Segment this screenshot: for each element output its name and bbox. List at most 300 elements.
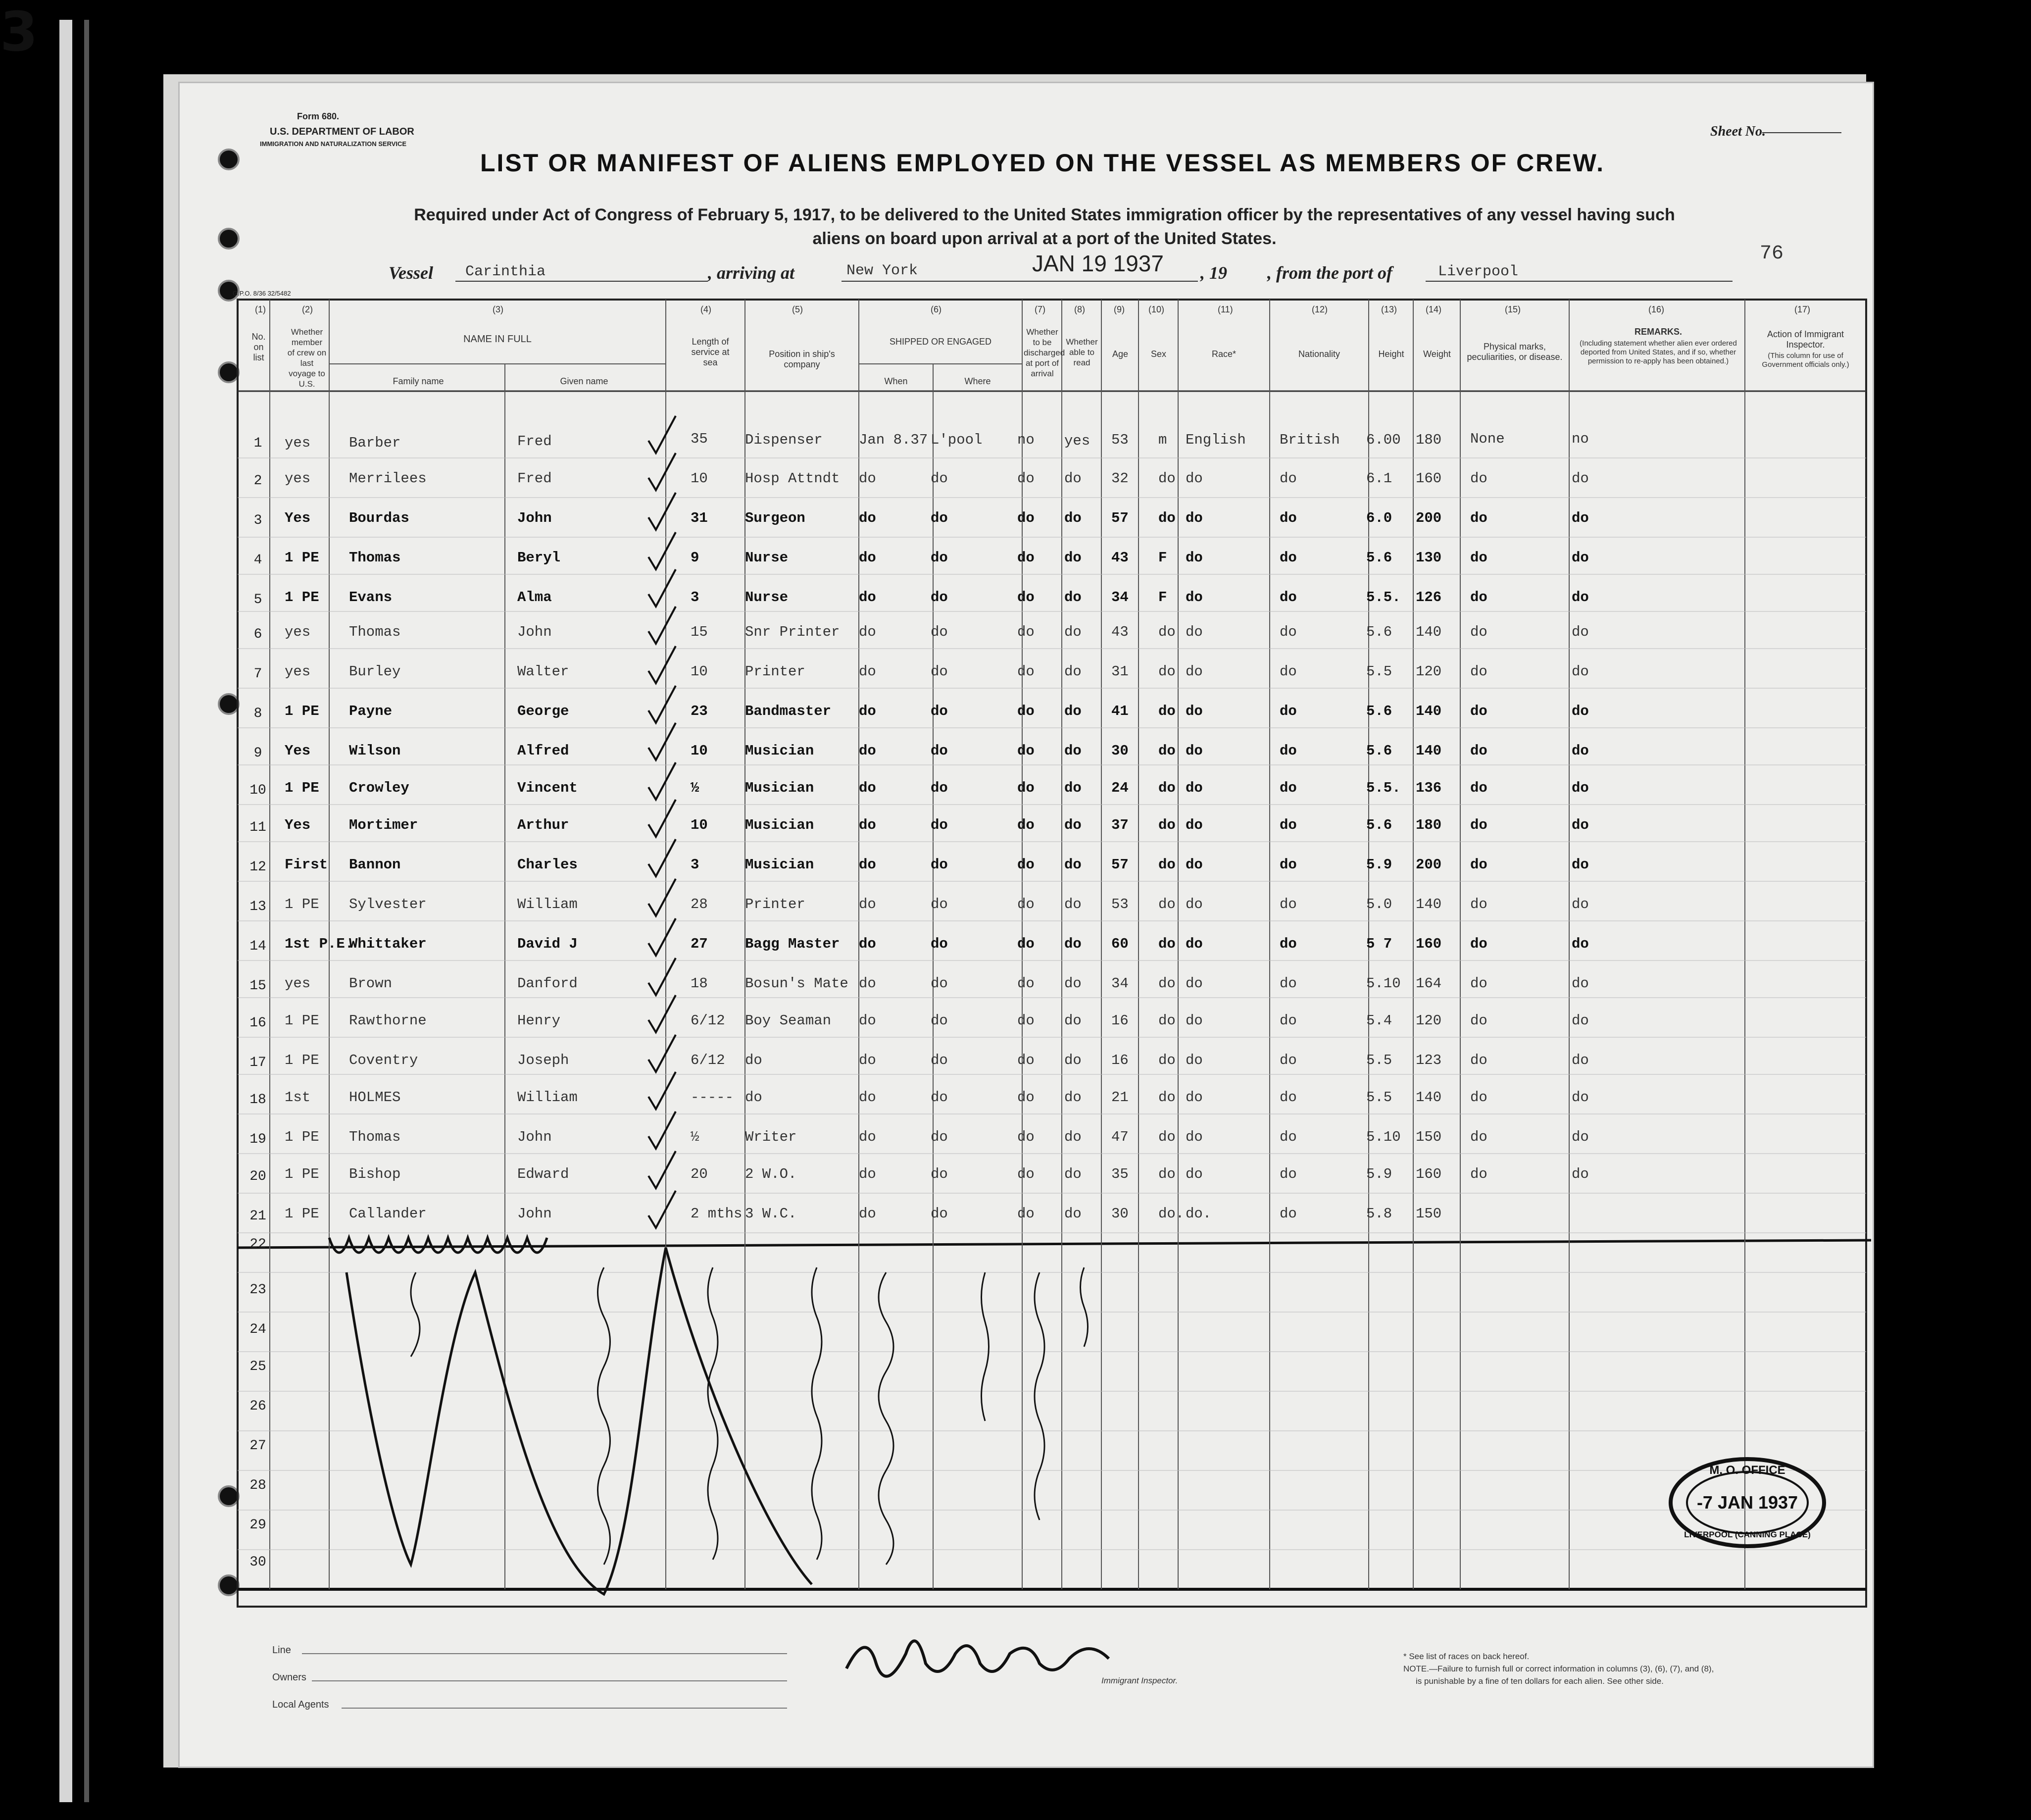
cell-discharge: do [1017, 817, 1035, 833]
row-number: 18 [249, 1092, 266, 1108]
cell-when: do [859, 975, 876, 992]
cell-last-voyage: yes [285, 663, 311, 680]
cell-where: do [931, 624, 948, 640]
cell-last-voyage: 1st P.E. [285, 936, 354, 952]
cell-discharge: do [1017, 663, 1035, 680]
cell-sex: do [1158, 857, 1176, 873]
cell-sex: do [1158, 936, 1176, 952]
cell-given-name: John [517, 1206, 552, 1222]
cell-when: do [859, 857, 876, 873]
cell-nationality: do [1280, 975, 1297, 992]
cell-sex: do [1158, 1052, 1176, 1068]
cell-marks: do [1470, 817, 1487, 833]
row-number: 10 [249, 783, 266, 798]
cell-weight: 123 [1416, 1052, 1442, 1068]
cell-when: do [859, 510, 876, 526]
col-header-action-note: (This column for use of Government officials only.) [1762, 352, 1849, 369]
cell-height: 5.5 [1366, 663, 1392, 680]
col-header-height: Height [1378, 349, 1404, 359]
cell-where: do [931, 857, 948, 873]
row-number: 30 [249, 1555, 266, 1570]
cell-read: do [1064, 1206, 1082, 1222]
cell-given-name: George [517, 703, 569, 719]
cell-age: 24 [1111, 780, 1129, 796]
cell-age: 53 [1111, 896, 1129, 912]
cell-remarks: do [1572, 1166, 1589, 1182]
col-header-remarks-note: (Including statement whether alien ever ordered deported from United States, and if so, whether permission to re-apply has been obtained.) [1580, 339, 1737, 365]
col-header-physical-marks: Physical marks, peculiarities, or disease. [1467, 342, 1563, 362]
cell-family-name: Sylvester [349, 896, 427, 912]
cell-remarks: do [1572, 1052, 1589, 1068]
owners-label: Owners [272, 1672, 306, 1683]
cell-nationality: do [1280, 589, 1297, 606]
cell-height: 5 7 [1366, 936, 1392, 952]
row-number: 8 [253, 706, 262, 721]
cell-age: 30 [1111, 743, 1129, 759]
cell-last-voyage: 1st [285, 1089, 311, 1106]
cell-discharge: do [1017, 589, 1035, 606]
cell-race: do [1186, 896, 1203, 912]
cell-length: 10 [691, 817, 708, 833]
cell-weight: 130 [1416, 550, 1442, 566]
subtitle-line-1: Required under Act of Congress of February 5, 1917, to be delivered to the United States immigration officer by the representatives of any vessel having such [414, 205, 1675, 224]
service-name: IMMIGRATION AND NATURALIZATION SERVICE [260, 140, 407, 148]
cell-read: do [1064, 663, 1082, 680]
cell-position: Musician [745, 743, 814, 759]
cell-marks: do [1470, 1166, 1487, 1182]
cell-race: do [1186, 624, 1203, 640]
cell-age: 16 [1111, 1012, 1129, 1029]
cell-last-voyage: 1 PE [285, 703, 319, 719]
department-name: U.S. DEPARTMENT OF LABOR [270, 126, 414, 137]
col-header-length: Length of service at sea [691, 337, 730, 367]
row-number: 12 [249, 859, 266, 875]
cell-discharge: do [1017, 1129, 1035, 1145]
cell-length: 31 [691, 510, 708, 526]
cell-when: do [859, 743, 876, 759]
row-number: 17 [249, 1055, 266, 1070]
col-header-given-name: Given name [560, 376, 608, 386]
cell-given-name: John [517, 510, 552, 526]
col-header-when: When [884, 376, 908, 386]
col-header-position: Position in ship's company [769, 349, 835, 369]
cell-given-name: Danford [517, 975, 578, 992]
cell-discharge: do [1017, 1206, 1035, 1222]
cell-weight: 200 [1416, 857, 1442, 873]
cell-race: do [1186, 857, 1203, 873]
cell-sex: do. [1158, 1206, 1185, 1222]
print-code: G.P.O. 8/36 32/5482 [233, 290, 291, 297]
cell-last-voyage: yes [285, 624, 311, 640]
cell-sex: do [1158, 663, 1176, 680]
cell-race: do [1186, 1012, 1203, 1029]
cell-race: do [1186, 703, 1203, 719]
cell-age: 57 [1111, 510, 1129, 526]
cell-given-name: Charles [517, 857, 578, 873]
cell-read: do [1064, 780, 1082, 796]
cell-last-voyage: 1 PE [285, 1206, 319, 1222]
cell-sex: do [1158, 1012, 1176, 1029]
cell-marks: do [1470, 1052, 1487, 1068]
cell-height: 6.00 [1366, 432, 1401, 448]
cell-weight: 120 [1416, 1012, 1442, 1029]
cell-sex: do [1158, 1089, 1176, 1106]
cell-race: do [1186, 1166, 1203, 1182]
cell-read: do [1064, 1129, 1082, 1145]
row-number: 7 [253, 666, 262, 682]
cell-given-name: William [517, 896, 578, 912]
cell-marks: do [1470, 743, 1487, 759]
cell-height: 5.0 [1366, 896, 1392, 912]
cell-when: do [859, 817, 876, 833]
cell-length: 35 [691, 431, 708, 447]
cell-family-name: Thomas [349, 550, 401, 566]
cell-height: 5.10 [1366, 975, 1401, 992]
row-number: 15 [249, 978, 266, 994]
cell-weight: 180 [1416, 817, 1442, 833]
col-header-last-voyage: Whether member of crew on last voyage to U.S. [287, 327, 327, 389]
cell-family-name: Barber [349, 435, 401, 451]
col-header-sex: Sex [1150, 349, 1167, 359]
cell-nationality: do [1280, 896, 1297, 912]
cell-last-voyage: 1 PE [285, 550, 319, 566]
cell-family-name: Bishop [349, 1166, 401, 1182]
cell-marks: do [1470, 896, 1487, 912]
col-num-15: (15) [1505, 304, 1521, 314]
cell-read: do [1064, 1166, 1082, 1182]
cell-weight: 180 [1416, 432, 1442, 448]
vessel-label: Vessel [389, 263, 433, 283]
cell-given-name: Arthur [517, 817, 569, 833]
cell-family-name: Burley [349, 663, 401, 680]
cell-nationality: do [1280, 743, 1297, 759]
cell-when: do [859, 1012, 876, 1029]
cell-length: 27 [691, 936, 708, 952]
cell-length: ½ [691, 1129, 699, 1145]
cell-given-name: Beryl [517, 550, 561, 566]
cell-remarks: do [1572, 663, 1589, 680]
cell-length: 9 [691, 550, 699, 566]
stamp-date: -7 JAN 1937 [1696, 1492, 1798, 1513]
cell-when: do [859, 589, 876, 606]
from-port-label: , from the port of [1267, 263, 1393, 283]
cell-when: do [859, 1166, 876, 1182]
cell-last-voyage: Yes [285, 817, 311, 833]
cell-weight: 200 [1416, 510, 1442, 526]
cell-marks: do [1470, 780, 1487, 796]
col-header-nationality: Nationality [1298, 349, 1340, 359]
cell-where: L'pool [931, 432, 983, 448]
cell-height: 5.5. [1366, 589, 1401, 606]
vessel-name: Carinthia [465, 263, 546, 280]
cell-given-name: John [517, 624, 552, 640]
cell-remarks: do [1572, 780, 1589, 796]
cell-height: 5.5 [1366, 1052, 1392, 1068]
cell-age: 60 [1111, 936, 1129, 952]
cell-where: do [931, 817, 948, 833]
cell-race: do [1186, 589, 1203, 606]
cell-weight: 164 [1416, 975, 1442, 992]
col-num-1: (1) [255, 304, 266, 314]
cell-length: 28 [691, 896, 708, 912]
cell-discharge: do [1017, 1012, 1035, 1029]
row-number: 23 [249, 1282, 266, 1298]
cell-remarks: do [1572, 550, 1589, 566]
penalty-note-1: NOTE.—Failure to furnish full or correct information in columns (3), (6), (7), and (8), [1403, 1664, 1714, 1673]
cell-nationality: do [1280, 817, 1297, 833]
cell-position: Boy Seaman [745, 1012, 832, 1029]
cell-marks: do [1470, 1012, 1487, 1029]
cell-height: 5.6 [1366, 817, 1392, 833]
cell-read: do [1064, 1089, 1082, 1106]
cell-remarks: do [1572, 1012, 1589, 1029]
col-header-family-name: Family name [393, 376, 444, 386]
row-number: 11 [249, 820, 266, 835]
cell-given-name: Fred [517, 470, 552, 487]
cell-position: Printer [745, 663, 805, 680]
col-num-7: (7) [1035, 304, 1045, 314]
races-note: * See list of races on back hereof. [1403, 1652, 1530, 1661]
cell-discharge: do [1017, 896, 1035, 912]
row-number: 13 [249, 899, 266, 914]
page-number: 76 [1760, 243, 1784, 265]
row-number: 14 [249, 939, 266, 954]
cell-when: Jan 8.37 [859, 432, 928, 448]
cell-position: 3 W.C. [745, 1206, 797, 1222]
cell-sex: do [1158, 817, 1176, 833]
cell-given-name: William [517, 1089, 578, 1106]
cell-remarks: do [1572, 589, 1589, 606]
col-num-3: (3) [493, 304, 503, 314]
cell-marks: do [1470, 857, 1487, 873]
cell-weight: 140 [1416, 1089, 1442, 1106]
cell-where: do [931, 896, 948, 912]
cell-family-name: Thomas [349, 624, 401, 640]
cell-length: 10 [691, 663, 708, 680]
cell-family-name: Brown [349, 975, 393, 992]
cell-age: 31 [1111, 663, 1129, 680]
cell-given-name: Alfred [517, 743, 569, 759]
cell-marks: do [1470, 510, 1487, 526]
cell-discharge: do [1017, 857, 1035, 873]
cell-nationality: do [1280, 703, 1297, 719]
cell-where: do [931, 470, 948, 487]
cell-weight: 140 [1416, 743, 1442, 759]
cell-position: Hosp Attndt [745, 470, 840, 487]
cell-family-name: Evans [349, 589, 393, 606]
arrival-date-stamp: JAN 19 1937 [1032, 251, 1164, 276]
cell-weight: 120 [1416, 663, 1442, 680]
row-number: 25 [249, 1359, 266, 1374]
cell-height: 5.6 [1366, 624, 1392, 640]
cell-height: 5.8 [1366, 1206, 1392, 1222]
cell-read: do [1064, 857, 1082, 873]
cell-given-name: Fred [517, 433, 552, 450]
cell-position: Nurse [745, 550, 789, 566]
col-num-10: (10) [1148, 304, 1165, 314]
col-header-read: Whether able to read [1066, 337, 1098, 367]
subtitle-line-2: aliens on board upon arrival at a port of the United States. [812, 229, 1277, 248]
cell-family-name: Coventry [349, 1052, 418, 1068]
cell-discharge: do [1017, 780, 1035, 796]
row-number: 9 [253, 746, 262, 761]
cell-when: do [859, 936, 876, 952]
cell-discharge: do [1017, 703, 1035, 719]
inspector-label: Immigrant Inspector. [1101, 1676, 1178, 1685]
cell-last-voyage: Yes [285, 743, 311, 759]
cell-height: 5.6 [1366, 703, 1392, 719]
cell-nationality: do [1280, 624, 1297, 640]
cell-read: do [1064, 589, 1082, 606]
cell-length: 2 mths [691, 1206, 743, 1222]
cell-weight: 160 [1416, 936, 1442, 952]
cell-sex: do [1158, 1166, 1176, 1182]
cell-race: do [1186, 743, 1203, 759]
cell-age: 47 [1111, 1129, 1129, 1145]
cell-read: do [1064, 896, 1082, 912]
row-number: 21 [249, 1209, 266, 1224]
cell-given-name: John [517, 1129, 552, 1145]
cell-race: do [1186, 510, 1203, 526]
cell-position: Musician [745, 780, 814, 796]
cell-race: do [1186, 975, 1203, 992]
row-number: 28 [249, 1478, 266, 1493]
cell-nationality: do [1280, 1206, 1297, 1222]
cell-family-name: Crowley [349, 780, 409, 796]
cell-where: do [931, 780, 948, 796]
cell-race: do [1186, 817, 1203, 833]
cell-remarks: do [1572, 817, 1589, 833]
cell-family-name: Bannon [349, 857, 401, 873]
cell-weight: 140 [1416, 896, 1442, 912]
row-number: 27 [249, 1438, 266, 1454]
cell-last-voyage: yes [285, 435, 311, 451]
cell-length: 15 [691, 624, 708, 640]
cell-last-voyage: yes [285, 975, 311, 992]
cell-remarks: do [1572, 1129, 1589, 1145]
col-header-where: Where [964, 376, 991, 386]
cell-height: 5.9 [1366, 857, 1392, 873]
cell-weight: 160 [1416, 470, 1442, 487]
cell-given-name: Edward [517, 1166, 569, 1182]
cell-given-name: Vincent [517, 780, 578, 796]
cell-length: 23 [691, 703, 708, 719]
cell-family-name: Bourdas [349, 510, 409, 526]
cell-weight: 150 [1416, 1129, 1442, 1145]
cell-length: 10 [691, 743, 708, 759]
cell-marks: do [1470, 703, 1487, 719]
cell-remarks: do [1572, 936, 1589, 952]
cell-last-voyage: 1 PE [285, 589, 319, 606]
cell-length: ½ [691, 780, 699, 796]
col-num-17: (17) [1794, 304, 1811, 314]
cell-marks: do [1470, 1089, 1487, 1106]
cell-race: do [1186, 780, 1203, 796]
col-header-shipped: SHIPPED OR ENGAGED [889, 337, 992, 347]
col-num-4: (4) [700, 304, 711, 314]
cell-race: do [1186, 936, 1203, 952]
cell-where: do [931, 1166, 948, 1182]
cell-discharge: do [1017, 975, 1035, 992]
cell-where: do [931, 975, 948, 992]
cell-sex: do [1158, 624, 1176, 640]
col-header-action: Action of Immigrant Inspector. [1767, 329, 1844, 350]
cell-length: 18 [691, 975, 708, 992]
cell-height: 5.9 [1366, 1166, 1392, 1182]
cell-discharge: do [1017, 1089, 1035, 1106]
cell-where: do [931, 550, 948, 566]
cell-marks: do [1470, 589, 1487, 606]
cell-position: Writer [745, 1129, 797, 1145]
stamp-location: LIVERPOOL (CANNING PLACE) [1684, 1530, 1811, 1539]
cell-nationality: do [1280, 780, 1297, 796]
cell-length: 6/12 [691, 1012, 725, 1029]
cell-last-voyage: 1 PE [285, 1166, 319, 1182]
cell-family-name: Rawthorne [349, 1012, 427, 1029]
cell-read: do [1064, 550, 1082, 566]
cell-read: yes [1064, 433, 1090, 449]
cell-last-voyage: 1 PE [285, 1129, 319, 1145]
col-header-age: Age [1112, 349, 1129, 359]
cell-given-name: Joseph [517, 1052, 569, 1068]
cell-race: do. [1186, 1206, 1212, 1222]
cell-age: 43 [1111, 550, 1129, 566]
cell-discharge: do [1017, 510, 1035, 526]
cell-marks: do [1470, 663, 1487, 680]
cell-race: do [1186, 663, 1203, 680]
cell-age: 43 [1111, 624, 1129, 640]
row-number: 19 [249, 1132, 266, 1147]
col-header-race: Race* [1211, 349, 1237, 359]
cell-remarks: do [1572, 703, 1589, 719]
cell-height: 5.10 [1366, 1129, 1401, 1145]
row-number: 16 [249, 1015, 266, 1031]
cell-position: Nurse [745, 589, 789, 606]
cell-given-name: Henry [517, 1012, 561, 1029]
arrival-port: New York [846, 262, 918, 279]
cell-read: do [1064, 703, 1082, 719]
cell-age: 16 [1111, 1052, 1129, 1068]
row-number: 22 [249, 1237, 266, 1252]
cell-weight: 136 [1416, 780, 1442, 796]
cell-discharge: do [1017, 470, 1035, 487]
year-label: , 19 [1200, 263, 1227, 283]
cell-family-name: HOLMES [349, 1089, 401, 1106]
col-header-remarks: REMARKS. [1634, 327, 1682, 337]
cell-discharge: do [1017, 624, 1035, 640]
cell-family-name: Callander [349, 1206, 427, 1222]
cell-position: 2 W.O. [745, 1166, 797, 1182]
cell-height: 5.6 [1366, 743, 1392, 759]
cell-marks: do [1470, 1129, 1487, 1145]
cell-sex: do [1158, 1129, 1176, 1145]
cell-age: 35 [1111, 1166, 1129, 1182]
cell-where: do [931, 1089, 948, 1106]
cell-when: do [859, 780, 876, 796]
inspector-signature [846, 1641, 1109, 1676]
col-num-5: (5) [792, 304, 803, 314]
cell-sex: do [1158, 510, 1176, 526]
cell-height: 5.4 [1366, 1012, 1392, 1029]
cell-sex: do [1158, 975, 1176, 992]
cell-height: 6.1 [1366, 470, 1392, 487]
form-number: Form 680. [297, 111, 340, 121]
cell-position: Bosun's Mate [745, 975, 848, 992]
cell-height: 5.5 [1366, 1089, 1392, 1106]
local-agents-label: Local Agents [272, 1699, 329, 1710]
cell-position: do [745, 1089, 762, 1106]
cell-position: Musician [745, 857, 814, 873]
